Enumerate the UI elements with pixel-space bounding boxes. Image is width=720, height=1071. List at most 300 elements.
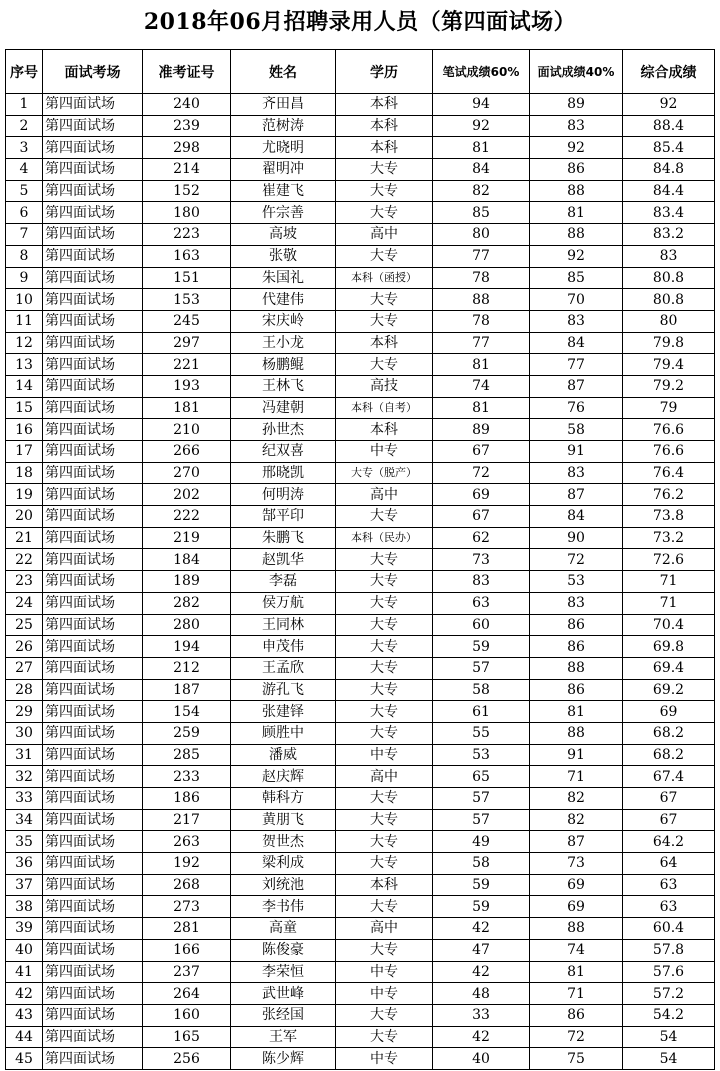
cell-venue: 第四面试场 [43,332,143,354]
cell-interview-score: 88 [530,180,623,202]
cell-seq: 19 [6,484,43,506]
cell-total-score: 80.8 [623,289,715,311]
cell-seq: 3 [6,137,43,159]
cell-seq: 28 [6,679,43,701]
cell-interview-score: 86 [530,1004,623,1026]
cell-total-score: 92 [623,94,715,116]
cell-venue: 第四面试场 [43,137,143,159]
cell-ticket: 192 [143,853,231,875]
table-row [6,441,715,463]
cell-written-score: 78 [433,267,530,289]
cell-total-score: 71 [623,571,715,593]
table-row [6,354,715,376]
cell-venue: 第四面试场 [43,419,143,441]
cell-education: 大专 [336,657,433,679]
cell-education: 大专 [336,853,433,875]
cell-seq: 35 [6,831,43,853]
cell-ticket: 153 [143,289,231,311]
cell-written-score: 53 [433,744,530,766]
cell-name: 郜平印 [231,506,336,528]
cell-ticket: 166 [143,939,231,961]
table-row [6,679,715,701]
cell-venue: 第四面试场 [43,853,143,875]
cell-ticket: 237 [143,961,231,983]
cell-written-score: 88 [433,289,530,311]
cell-total-score: 83.4 [623,202,715,224]
cell-written-score: 80 [433,224,530,246]
cell-interview-score: 88 [530,722,623,744]
cell-ticket: 151 [143,267,231,289]
table-row [6,332,715,354]
cell-total-score: 80.8 [623,267,715,289]
cell-name: 赵凯华 [231,549,336,571]
cell-written-score: 81 [433,397,530,419]
cell-written-score: 62 [433,527,530,549]
cell-name: 纪双喜 [231,441,336,463]
table-row [6,831,715,853]
cell-written-score: 67 [433,506,530,528]
cell-interview-score: 87 [530,375,623,397]
cell-name: 范树涛 [231,115,336,137]
cell-written-score: 77 [433,245,530,267]
cell-venue: 第四面试场 [43,961,143,983]
cell-education: 高中 [336,484,433,506]
cell-seq: 8 [6,245,43,267]
cell-education: 大专 [336,159,433,181]
table-row [6,462,715,484]
cell-venue: 第四面试场 [43,289,143,311]
cell-venue: 第四面试场 [43,159,143,181]
cell-name: 邢晓凯 [231,462,336,484]
cell-interview-score: 89 [530,94,623,116]
cell-name: 李磊 [231,571,336,593]
table-row [6,657,715,679]
cell-interview-score: 86 [530,159,623,181]
cell-name: 王同林 [231,614,336,636]
cell-venue: 第四面试场 [43,441,143,463]
cell-venue: 第四面试场 [43,1048,143,1070]
cell-seq: 43 [6,1004,43,1026]
cell-ticket: 187 [143,679,231,701]
cell-seq: 39 [6,918,43,940]
cell-interview-score: 81 [530,701,623,723]
cell-education: 大专 [336,310,433,332]
cell-ticket: 280 [143,614,231,636]
cell-education: 大专 [336,202,433,224]
cell-seq: 7 [6,224,43,246]
cell-ticket: 194 [143,636,231,658]
cell-education: 中专 [336,983,433,1005]
cell-venue: 第四面试场 [43,202,143,224]
cell-interview-score: 90 [530,527,623,549]
table-row [6,809,715,831]
cell-total-score: 70.4 [623,614,715,636]
cell-interview-score: 71 [530,766,623,788]
cell-seq: 17 [6,441,43,463]
cell-total-score: 83 [623,245,715,267]
cell-name: 张建铎 [231,701,336,723]
cell-name: 贺世杰 [231,831,336,853]
cell-interview-score: 86 [530,614,623,636]
cell-seq: 26 [6,636,43,658]
cell-education: 大专 [336,549,433,571]
cell-venue: 第四面试场 [43,809,143,831]
cell-education: 大专 [336,506,433,528]
table-row [6,571,715,593]
cell-ticket: 219 [143,527,231,549]
cell-total-score: 79 [623,397,715,419]
cell-written-score: 78 [433,310,530,332]
cell-interview-score: 92 [530,245,623,267]
cell-education: 中专 [336,961,433,983]
cell-name: 黄朋飞 [231,809,336,831]
cell-interview-score: 74 [530,939,623,961]
cell-ticket: 281 [143,918,231,940]
cell-venue: 第四面试场 [43,744,143,766]
cell-interview-score: 72 [530,549,623,571]
cell-written-score: 48 [433,983,530,1005]
cell-written-score: 61 [433,701,530,723]
cell-interview-score: 88 [530,224,623,246]
cell-interview-score: 69 [530,874,623,896]
cell-venue: 第四面试场 [43,592,143,614]
cell-written-score: 94 [433,94,530,116]
cell-education: 大专 [336,1004,433,1026]
cell-written-score: 55 [433,722,530,744]
cell-venue: 第四面试场 [43,462,143,484]
cell-education: 大专 [336,245,433,267]
table-row [6,94,715,116]
cell-name: 王孟欣 [231,657,336,679]
cell-ticket: 160 [143,1004,231,1026]
cell-venue: 第四面试场 [43,224,143,246]
cell-total-score: 69.8 [623,636,715,658]
cell-education: 本科 [336,94,433,116]
cell-ticket: 165 [143,1026,231,1048]
cell-interview-score: 87 [530,831,623,853]
results-table [5,49,715,1070]
cell-seq: 18 [6,462,43,484]
cell-written-score: 83 [433,571,530,593]
cell-total-score: 54 [623,1048,715,1070]
header-row [6,50,715,94]
table-row [6,744,715,766]
cell-interview-score: 83 [530,462,623,484]
cell-name: 刘统池 [231,874,336,896]
cell-venue: 第四面试场 [43,918,143,940]
cell-total-score: 71 [623,592,715,614]
cell-venue: 第四面试场 [43,115,143,137]
cell-education: 本科 [336,332,433,354]
cell-venue: 第四面试场 [43,766,143,788]
cell-written-score: 65 [433,766,530,788]
cell-total-score: 69 [623,701,715,723]
cell-total-score: 67 [623,809,715,831]
cell-ticket: 163 [143,245,231,267]
cell-venue: 第四面试场 [43,310,143,332]
cell-seq: 25 [6,614,43,636]
cell-written-score: 81 [433,137,530,159]
table-row [6,614,715,636]
cell-total-score: 68.2 [623,744,715,766]
cell-seq: 9 [6,267,43,289]
cell-written-score: 58 [433,853,530,875]
table-row [6,115,715,137]
table-row [6,527,715,549]
cell-written-score: 40 [433,1048,530,1070]
cell-interview-score: 83 [530,115,623,137]
table-row [6,918,715,940]
cell-name: 孙世杰 [231,419,336,441]
cell-seq: 4 [6,159,43,181]
cell-name: 申茂伟 [231,636,336,658]
cell-venue: 第四面试场 [43,657,143,679]
cell-education: 大专 [336,722,433,744]
cell-venue: 第四面试场 [43,614,143,636]
cell-education: 大专 [336,788,433,810]
cell-total-score: 64.2 [623,831,715,853]
cell-written-score: 60 [433,614,530,636]
cell-ticket: 210 [143,419,231,441]
cell-education: 大专 [336,614,433,636]
cell-ticket: 270 [143,462,231,484]
cell-total-score: 54.2 [623,1004,715,1026]
table-row [6,961,715,983]
cell-ticket: 266 [143,441,231,463]
cell-interview-score: 58 [530,419,623,441]
cell-education: 本科 [336,137,433,159]
cell-interview-score: 84 [530,332,623,354]
page-title: 2018年06月招聘录用人员（第四面试场） [143,9,577,35]
table-row [6,722,715,744]
cell-seq: 5 [6,180,43,202]
cell-written-score: 57 [433,657,530,679]
table-row [6,310,715,332]
table-row [6,1004,715,1026]
table-row [6,701,715,723]
table-row [6,375,715,397]
cell-written-score: 49 [433,831,530,853]
cell-education: 中专 [336,744,433,766]
cell-interview-score: 76 [530,397,623,419]
cell-education: 本科 [336,874,433,896]
table-row [6,1048,715,1070]
cell-name: 代建伟 [231,289,336,311]
cell-education: 本科 [336,115,433,137]
cell-name: 高坡 [231,224,336,246]
cell-education: 大专 [336,809,433,831]
cell-education: 大专 [336,1026,433,1048]
table-row [6,202,715,224]
cell-venue: 第四面试场 [43,180,143,202]
cell-interview-score: 88 [530,657,623,679]
cell-total-score: 76.6 [623,419,715,441]
cell-venue: 第四面试场 [43,701,143,723]
cell-venue: 第四面试场 [43,94,143,116]
cell-written-score: 58 [433,679,530,701]
cell-interview-score: 77 [530,354,623,376]
cell-name: 侯万航 [231,592,336,614]
cell-venue: 第四面试场 [43,896,143,918]
cell-written-score: 92 [433,115,530,137]
cell-total-score: 88.4 [623,115,715,137]
cell-venue: 第四面试场 [43,527,143,549]
cell-seq: 40 [6,939,43,961]
header-interview-score: 面试成绩40% [530,50,623,94]
table-row [6,788,715,810]
cell-total-score: 76.4 [623,462,715,484]
cell-total-score: 73.8 [623,506,715,528]
cell-ticket: 298 [143,137,231,159]
cell-name: 梁利成 [231,853,336,875]
cell-name: 王林飞 [231,375,336,397]
table-body [6,94,715,1070]
cell-name: 赵庆辉 [231,766,336,788]
cell-name: 王小龙 [231,332,336,354]
table-row [6,1026,715,1048]
cell-interview-score: 91 [530,744,623,766]
cell-venue: 第四面试场 [43,831,143,853]
cell-name: 王军 [231,1026,336,1048]
cell-name: 张经国 [231,1004,336,1026]
cell-written-score: 85 [433,202,530,224]
cell-education: 高中 [336,918,433,940]
cell-ticket: 223 [143,224,231,246]
cell-seq: 45 [6,1048,43,1070]
cell-interview-score: 72 [530,1026,623,1048]
cell-written-score: 59 [433,636,530,658]
cell-education: 高中 [336,766,433,788]
cell-ticket: 239 [143,115,231,137]
cell-venue: 第四面试场 [43,375,143,397]
cell-seq: 16 [6,419,43,441]
cell-name: 张敬 [231,245,336,267]
cell-venue: 第四面试场 [43,874,143,896]
cell-interview-score: 75 [530,1048,623,1070]
cell-interview-score: 86 [530,636,623,658]
cell-seq: 29 [6,701,43,723]
cell-total-score: 57.6 [623,961,715,983]
cell-total-score: 67 [623,788,715,810]
cell-interview-score: 88 [530,918,623,940]
cell-ticket: 285 [143,744,231,766]
cell-ticket: 221 [143,354,231,376]
table-row [6,549,715,571]
cell-seq: 31 [6,744,43,766]
cell-written-score: 59 [433,896,530,918]
cell-education: 高技 [336,375,433,397]
cell-total-score: 83.2 [623,224,715,246]
cell-written-score: 74 [433,375,530,397]
cell-ticket: 184 [143,549,231,571]
cell-ticket: 186 [143,788,231,810]
cell-venue: 第四面试场 [43,788,143,810]
cell-seq: 22 [6,549,43,571]
table-row [6,224,715,246]
cell-total-score: 68.2 [623,722,715,744]
cell-total-score: 79.4 [623,354,715,376]
cell-total-score: 84.8 [623,159,715,181]
cell-name: 翟明冲 [231,159,336,181]
cell-name: 顾胜中 [231,722,336,744]
cell-name: 陈少辉 [231,1048,336,1070]
cell-name: 李荣恒 [231,961,336,983]
cell-seq: 10 [6,289,43,311]
cell-venue: 第四面试场 [43,354,143,376]
table-row [6,137,715,159]
cell-written-score: 42 [433,961,530,983]
cell-ticket: 217 [143,809,231,831]
header-venue: 面试考场 [43,50,143,94]
table-row [6,874,715,896]
cell-education: 大专 [336,571,433,593]
cell-name: 高童 [231,918,336,940]
cell-total-score: 57.8 [623,939,715,961]
cell-total-score: 60.4 [623,918,715,940]
cell-seq: 32 [6,766,43,788]
header-seq: 序号 [6,50,43,94]
cell-name: 游孔飞 [231,679,336,701]
cell-written-score: 42 [433,918,530,940]
cell-written-score: 73 [433,549,530,571]
cell-education: 中专 [336,1048,433,1070]
table-row [6,983,715,1005]
table-row [6,896,715,918]
cell-seq: 27 [6,657,43,679]
cell-education: 大专 [336,896,433,918]
cell-name: 潘威 [231,744,336,766]
cell-venue: 第四面试场 [43,549,143,571]
cell-seq: 41 [6,961,43,983]
cell-total-score: 76.6 [623,441,715,463]
cell-seq: 1 [6,94,43,116]
cell-interview-score: 83 [530,310,623,332]
cell-venue: 第四面试场 [43,397,143,419]
cell-total-score: 72.6 [623,549,715,571]
cell-seq: 44 [6,1026,43,1048]
cell-interview-score: 85 [530,267,623,289]
cell-venue: 第四面试场 [43,939,143,961]
cell-interview-score: 70 [530,289,623,311]
cell-total-score: 64 [623,853,715,875]
cell-education: 本科（自考） [336,397,433,419]
cell-name: 韩科方 [231,788,336,810]
cell-education: 大专 [336,701,433,723]
cell-ticket: 240 [143,94,231,116]
cell-ticket: 193 [143,375,231,397]
cell-ticket: 189 [143,571,231,593]
cell-interview-score: 87 [530,484,623,506]
cell-total-score: 84.4 [623,180,715,202]
cell-written-score: 82 [433,180,530,202]
cell-interview-score: 83 [530,592,623,614]
cell-interview-score: 91 [530,441,623,463]
cell-seq: 23 [6,571,43,593]
cell-venue: 第四面试场 [43,679,143,701]
cell-total-score: 69.2 [623,679,715,701]
cell-seq: 34 [6,809,43,831]
cell-name: 李书伟 [231,896,336,918]
header-total-score: 综合成绩 [623,50,715,94]
cell-venue: 第四面试场 [43,983,143,1005]
cell-seq: 20 [6,506,43,528]
cell-written-score: 89 [433,419,530,441]
cell-written-score: 57 [433,809,530,831]
cell-education: 本科 [336,419,433,441]
cell-name: 崔建飞 [231,180,336,202]
table-row [6,267,715,289]
cell-seq: 6 [6,202,43,224]
